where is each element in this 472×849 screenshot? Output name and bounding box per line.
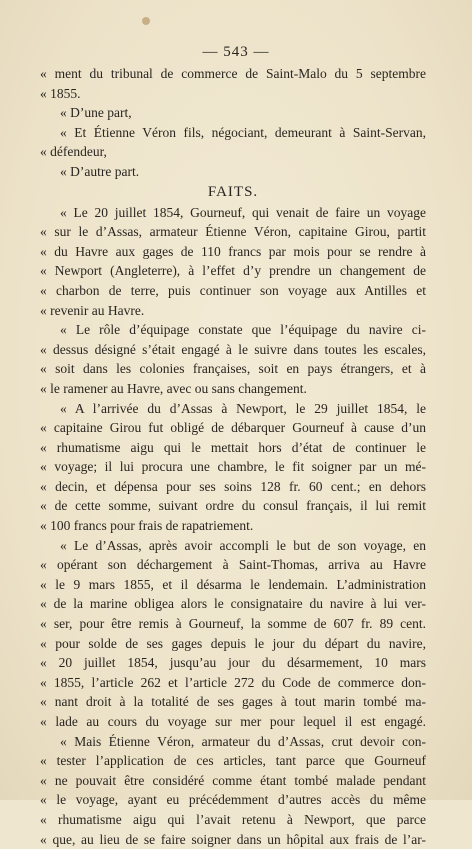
text-line: « Le 20 juillet 1854, Gourneuf, qui venait de faire un voyage: [60, 204, 426, 220]
text-line: « D’une part,: [60, 105, 132, 121]
text-line: « revenir au Havre.: [40, 302, 145, 318]
paper-stain: [142, 17, 150, 25]
text-line: « 1855, l’article 262 et l’article 272 du Code de commerce don-: [40, 674, 426, 690]
text-line: « dessus désigné s’était engagé à le suivre dans toutes les escales,: [40, 341, 426, 357]
text-line: « charbon de terre, puis continuer son voyage aux Antilles et: [40, 282, 426, 298]
text-line: « du Havre aux gages de 110 francs par mois pour se rendre à: [40, 243, 426, 259]
text-line: « A l’arrivée du d’Assas à Newport, le 29 juillet 1854, le: [60, 400, 426, 416]
text-line: « voyage; il lui procura une chambre, le fit soigner par un mé-: [40, 459, 426, 475]
text-line: « decin, et dépensa pour ses soins 128 fr. 60 cent.; en dehors: [40, 478, 426, 494]
text-line: « 1855.: [40, 85, 81, 101]
text-line: « de la marine obligea alors le consignataire du navire à lui ver-: [40, 596, 426, 612]
text-line: « D’autre part.: [60, 163, 140, 179]
text-line: « le ramener au Havre, avec ou sans changement.: [40, 380, 307, 396]
text-line: « que, au lieu de se faire soigner dans un hôpital aux frais de l’ar-: [40, 831, 426, 847]
text-line: « le voyage, ayant eu précédemment d’autres accès du même: [40, 792, 426, 808]
text-line: « nant droit à la totalité de ses gages à tout marin tombé ma-: [40, 694, 426, 710]
text-block-before-heading: [40, 64, 426, 182]
text-line: « capitaine Girou fut obligé de débarquer Gourneuf à cause d’un: [40, 420, 426, 436]
text-line: « Newport (Angleterre), à l’effet d’y prendre un changement de: [40, 263, 426, 279]
text-line: « ment du tribunal de commerce de Saint-Malo du 5 septembre: [40, 66, 426, 81]
text-line: « de cette somme, suivant ordre du consul français, il lui remit: [40, 498, 426, 514]
text-line: « pour solde de ses gages depuis le jour du départ du navire,: [40, 635, 426, 651]
text-line: « 20 juillet 1854, jusqu’au jour du désarmement, 10 mars: [40, 655, 426, 671]
page-number: — 543 —: [202, 44, 270, 60]
section-heading: FAITS.: [207, 183, 259, 200]
text-line: « ser, pour être remis à Gourneuf, la somme de 607 fr. 89 cent.: [40, 616, 426, 632]
text-line: « soit dans les colonies françaises, soit en pays étrangers, et à: [40, 361, 426, 377]
text-line: « Le d’Assas, après avoir accompli le but de son voyage, en: [60, 537, 426, 553]
text-line: « tester l’application de ces articles, tant parce que Gourneuf: [40, 753, 426, 769]
text-line: « Et Étienne Véron fils, négociant, demeurant à Saint-Servan,: [60, 124, 426, 140]
text-line: « opérant son déchargement à Saint-Thomas, arriva au Havre: [40, 557, 426, 573]
text-line: « ne pouvait être considéré comme étant tombé malade pendant: [40, 772, 426, 788]
body-text: [40, 64, 426, 849]
text-line: « 100 francs pour frais de rapatriement.: [40, 518, 254, 534]
text-line: « sur le d’Assas, armateur Étienne Véron, capitaine Girou, partit: [40, 224, 426, 240]
text-line: « Le rôle d’équipage constate que l’équipage du navire ci-: [60, 322, 426, 338]
text-line: « lade au cours du voyage sur mer pour lequel il est engagé.: [40, 714, 426, 729]
text-line: « le 9 mars 1855, et il désarma le lendemain. L’administration: [40, 576, 426, 592]
text-block-after-heading: [40, 203, 426, 849]
text-line: « rhumatisme aigu qui l’avait retenu à Newport, que parce: [40, 811, 426, 827]
text-line: « rhumatisme aigu qui le mettait hors d’état de continuer le: [40, 439, 426, 455]
text-line: « Mais Étienne Véron, armateur du d’Assas, crut devoir con-: [60, 733, 426, 749]
text-line: « défendeur,: [40, 144, 107, 160]
